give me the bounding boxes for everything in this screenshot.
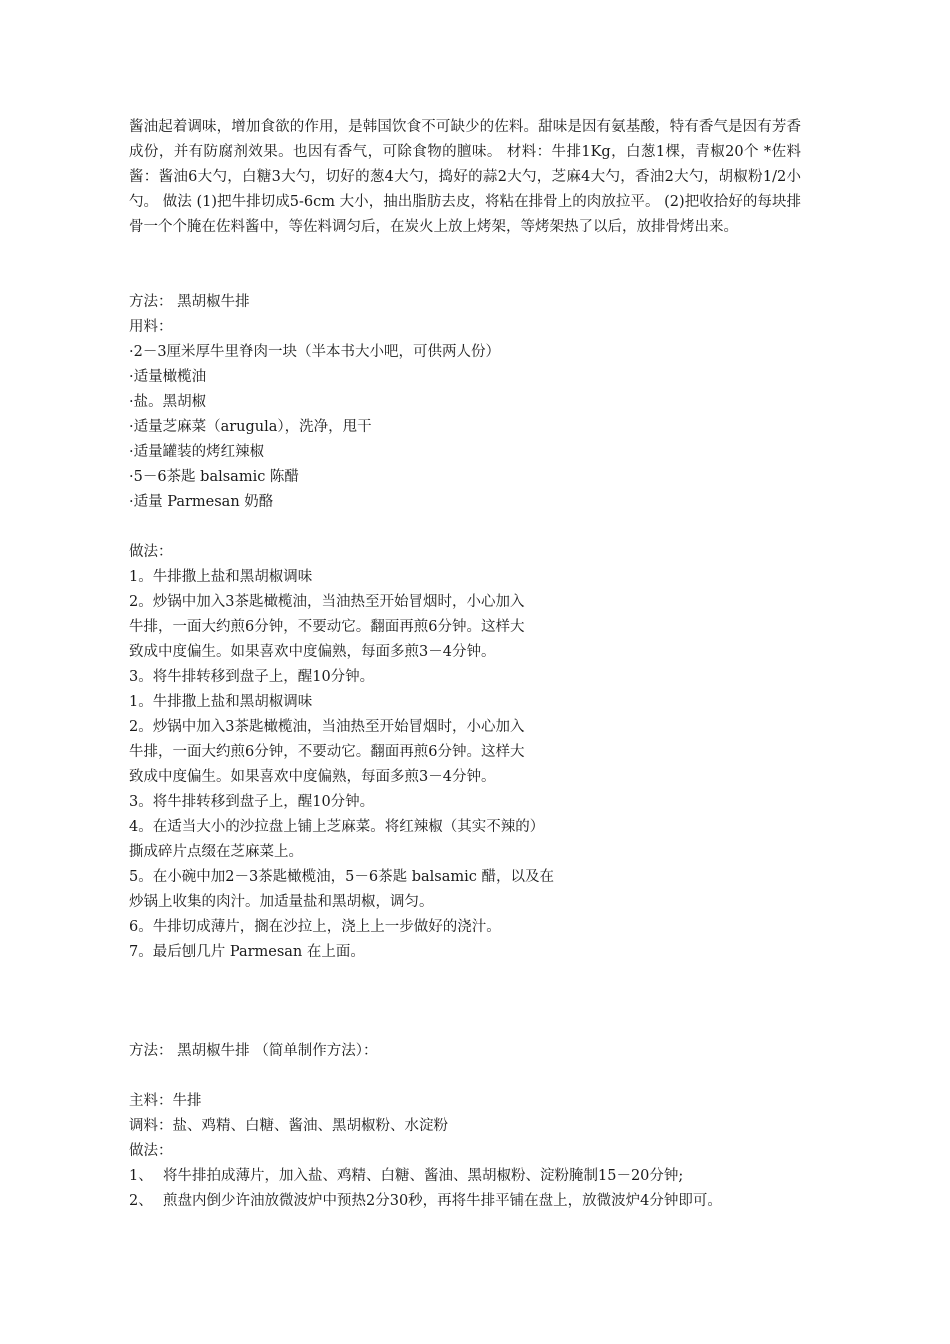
step-text: 煎盘内倒少许油放微波炉中预热2分30秒，再将牛排平铺在盘上，放微波炉4分钟即可。: [163, 1193, 722, 1209]
ingredient-item: ·适量罐装的烤红辣椒: [129, 444, 265, 460]
ingredient-item: ·适量芝麻菜（arugula），洗净，甩干: [129, 419, 372, 435]
seasoning: 调料：盐、鸡精、白糖、酱油、黑胡椒粉、水淀粉: [129, 1118, 448, 1134]
method-step: 牛排，一面大约煎6分钟，不要动它。翻面再煎6分钟。这样大: [129, 619, 525, 635]
section2-title: 方法： 黑胡椒牛排 （简单制作方法）：: [129, 1043, 378, 1059]
method-step: 5。在小碗中加2－3茶匙橄榄油，5－6茶匙 balsamic 醋，以及在: [129, 869, 555, 885]
ingredient-item: ·适量橄榄油: [129, 369, 207, 385]
method-step: 致成中度偏生。如果喜欢中度偏熟，每面多煎3－4分钟。: [129, 769, 496, 785]
method-step: 7。最后刨几片 Parmesan 在上面。: [129, 944, 365, 960]
step-number: 2、: [129, 1193, 153, 1209]
ingredient-item: ·2－3厘米厚牛里脊肉一块（半本书大小吧，可供两人份）: [129, 344, 501, 360]
method-step: 炒锅上收集的肉汁。加适量盐和黑胡椒，调匀。: [129, 894, 434, 910]
method-step: 6。牛排切成薄片，搁在沙拉上，浇上上一步做好的浇汁。: [129, 919, 501, 935]
section2-method-label: 做法：: [129, 1143, 173, 1159]
method-step: 4。在适当大小的沙拉盘上铺上芝麻菜。将红辣椒（其实不辣的）: [129, 819, 545, 835]
section1-method-label: 做法：: [129, 544, 173, 560]
section1-ingredients-label: 用料：: [129, 319, 173, 335]
method-step: 2。炒锅中加入3茶匙橄榄油，当油热至开始冒烟时，小心加入: [129, 719, 525, 735]
step-text: 将牛排拍成薄片，加入盐、鸡精、白糖、酱油、黑胡椒粉、淀粉腌制15－20分钟;: [163, 1168, 684, 1184]
method-step: 1。牛排撒上盐和黑胡椒调味: [129, 569, 313, 585]
method-step: 撕成碎片点缀在芝麻菜上。: [129, 844, 303, 860]
method-step: 牛排，一面大约煎6分钟，不要动它。翻面再煎6分钟。这样大: [129, 744, 525, 760]
main-ingredient: 主料：牛排: [129, 1093, 202, 1109]
ingredient-item: ·盐。黑胡椒: [129, 394, 207, 410]
simple-method-step: [129, 1189, 722, 1214]
ingredient-item: ·适量 Parmesan 奶酪: [129, 494, 274, 510]
method-step: 1。牛排撒上盐和黑胡椒调味: [129, 694, 313, 710]
method-step: 3。将牛排转移到盘子上，醒10分钟。: [129, 794, 375, 810]
section1-title: 方法： 黑胡椒牛排: [129, 294, 250, 310]
intro-paragraph: 酱油起着调味，增加食欲的作用，是韩国饮食不可缺少的佐料。甜味是因有氨基酸，特有香气是因有芳香成份，并有防腐剂效果。也因有香气，可除食物的膻味。 材料：牛排1Kg，白葱1棵，青椒20个 *佐料酱：酱油6大勺，白糖3大勺，切好的葱4大勺，捣好的蒜2大勺，芝麻4大勺，香油2大勺，胡椒粉1/2小勺。 做法 (1)把牛排切成5-6cm 大小，抽出脂肪去皮，将粘在排骨上的肉放拉平。 (2)把收拾好的每块排骨一个个腌在佐料酱中，等佐料调匀后，在炭火上放上烤架，等烤架热了以后，放排骨烤出来。: [129, 119, 801, 235]
ingredient-item: ·5－6茶匙 balsamic 陈醋: [129, 469, 299, 485]
simple-method-step: [129, 1164, 683, 1189]
step-number: 1、: [129, 1168, 153, 1184]
method-step: 3。将牛排转移到盘子上，醒10分钟。: [129, 669, 375, 685]
method-step: 致成中度偏生。如果喜欢中度偏熟，每面多煎3－4分钟。: [129, 644, 496, 660]
method-step: 2。炒锅中加入3茶匙橄榄油，当油热至开始冒烟时，小心加入: [129, 594, 525, 610]
